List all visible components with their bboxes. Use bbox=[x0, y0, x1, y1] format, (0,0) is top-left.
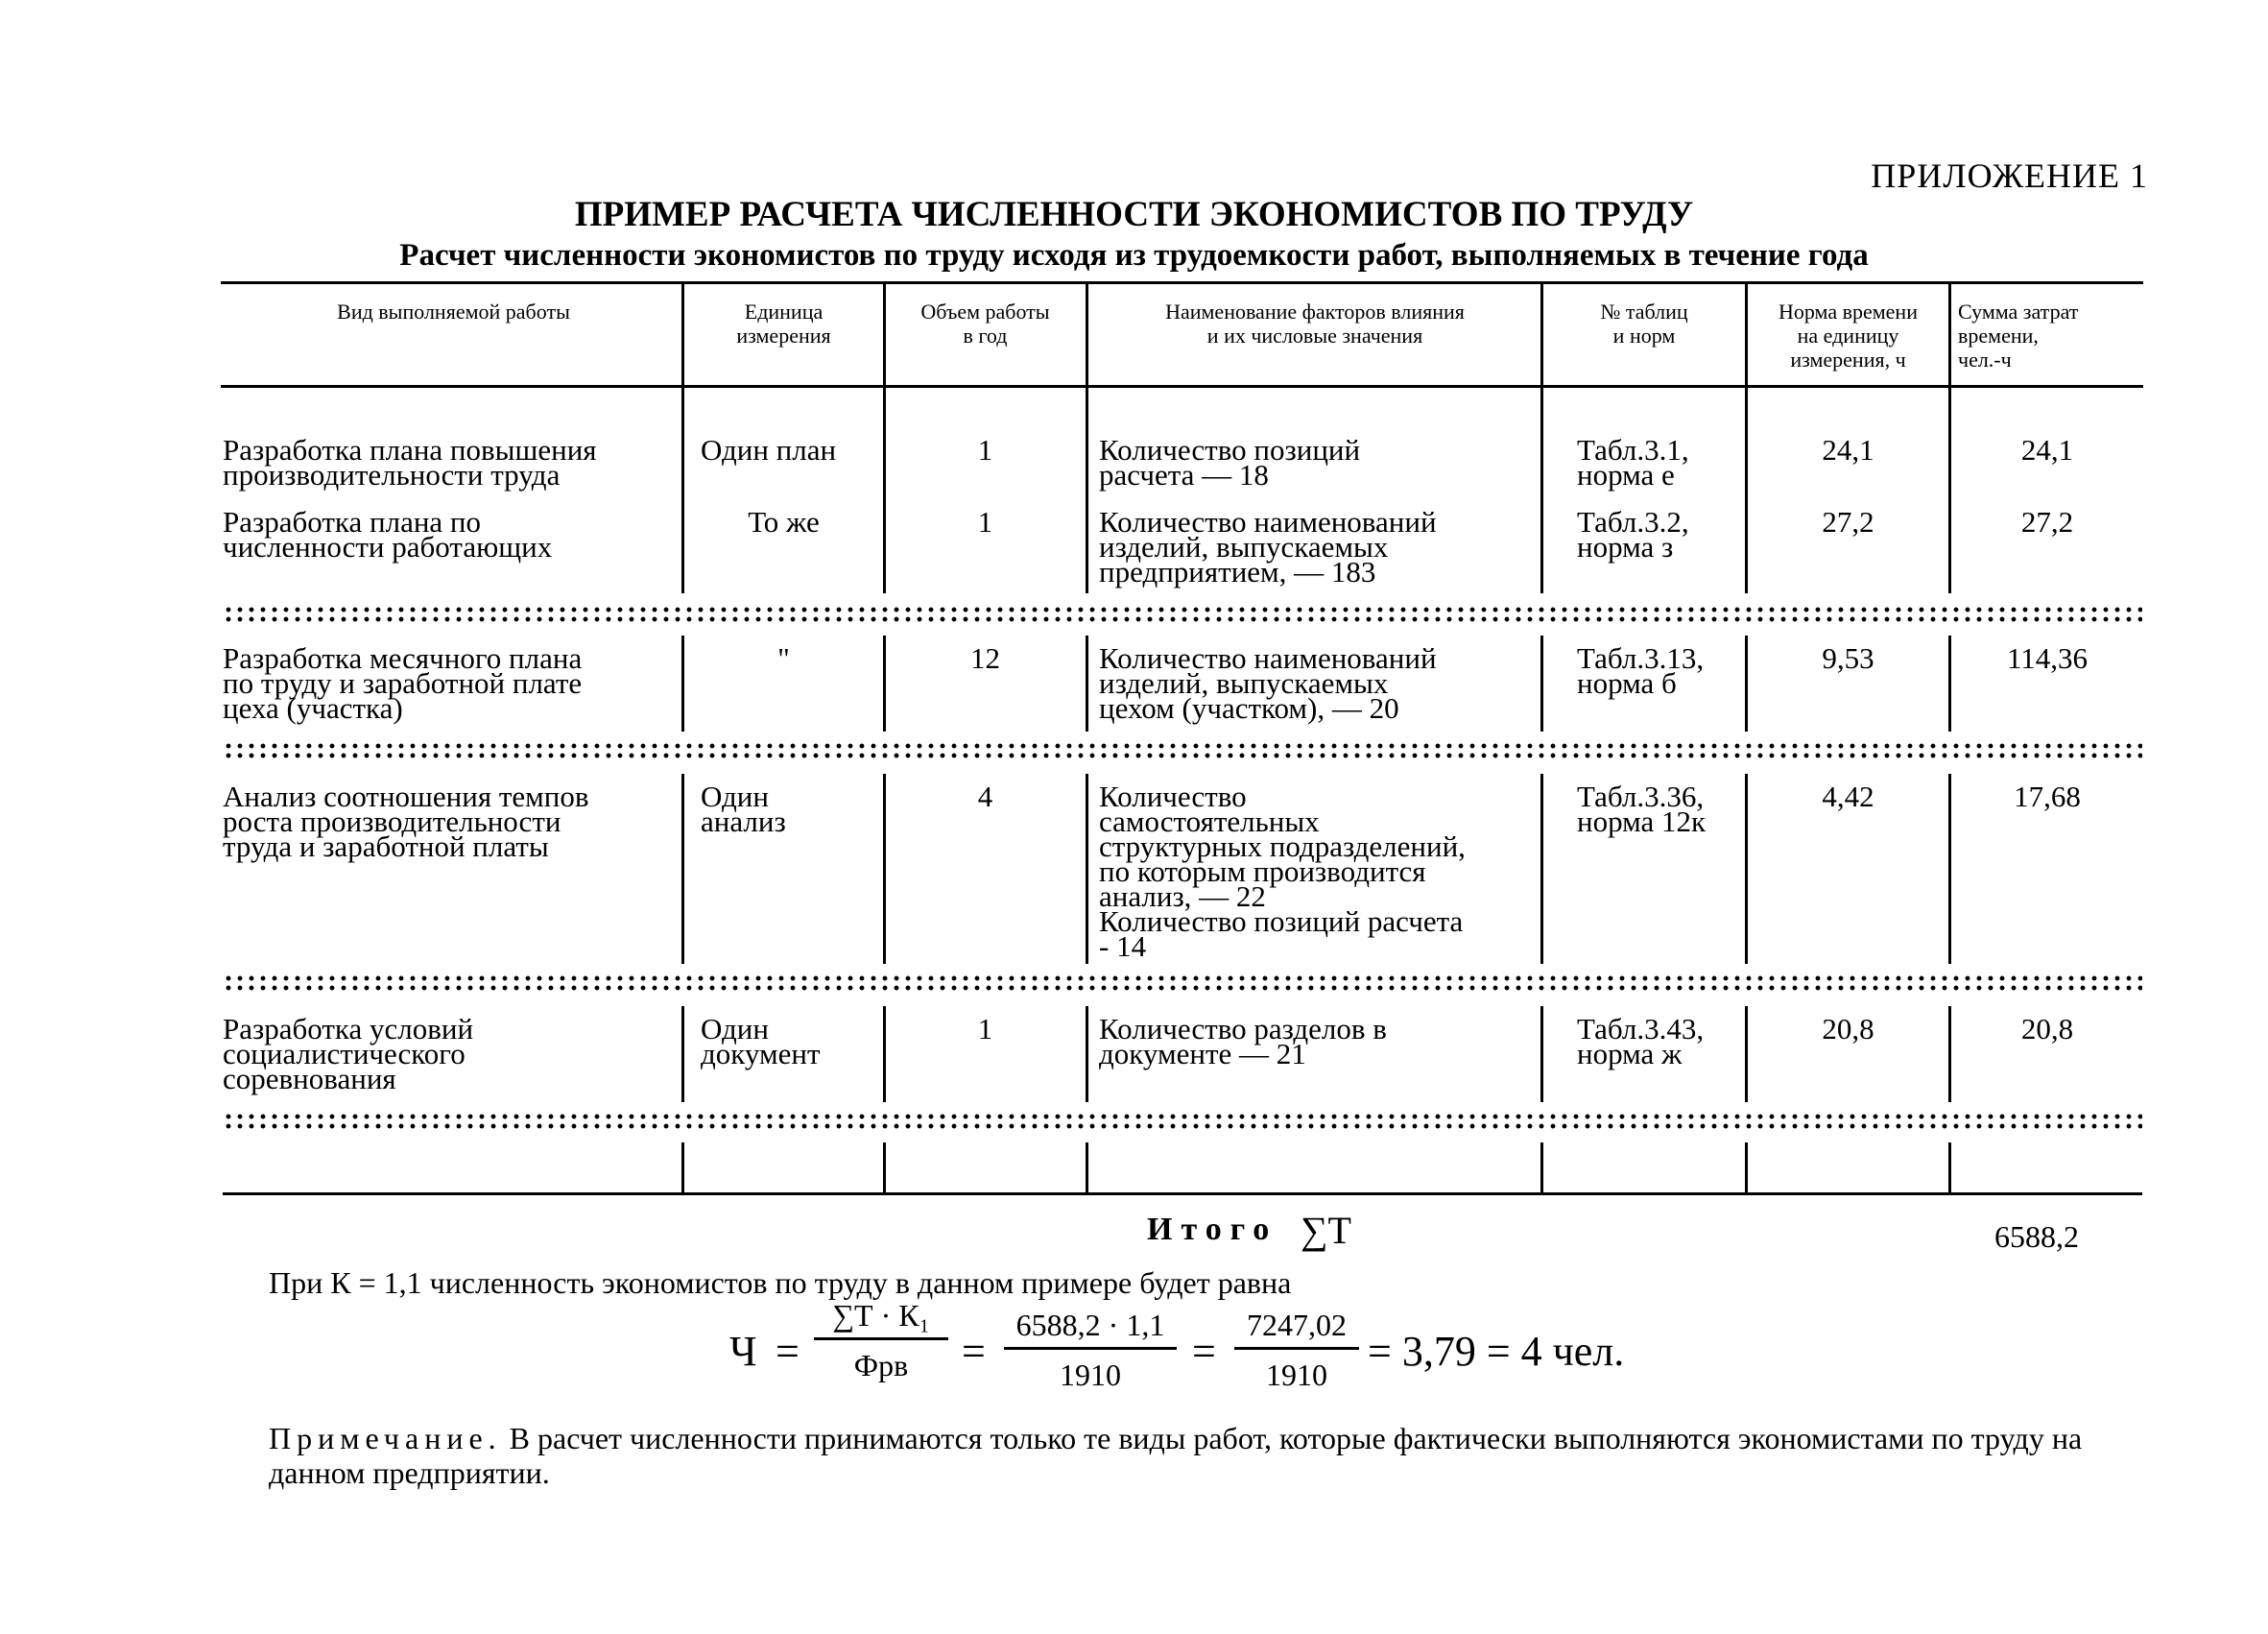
body-divider bbox=[1086, 387, 1088, 593]
cell-unit: " bbox=[777, 641, 790, 675]
cell-tables: Табл.3.36, норма 12к bbox=[1577, 780, 1707, 838]
cell-tables: Табл.3.13, норма б bbox=[1577, 641, 1705, 700]
body-divider bbox=[883, 636, 886, 732]
cell-work: Разработка условий социалистического соревнования bbox=[223, 1012, 474, 1095]
cell-factors: Количество позиций расчета — 18 bbox=[1099, 433, 1361, 492]
body-divider bbox=[1745, 1006, 1748, 1102]
total-label: Итого bbox=[1147, 1212, 1278, 1247]
cell-factors: Количество разделов в документе — 21 bbox=[1099, 1012, 1387, 1070]
header-divider bbox=[883, 283, 886, 387]
fraction-1-denominator: Фрв bbox=[853, 1348, 909, 1382]
cell-norm: 20,8 bbox=[1822, 1012, 1874, 1045]
header-divider bbox=[1540, 283, 1543, 387]
header-sum: Сумма затрат времени, чел.-ч bbox=[1958, 300, 2079, 372]
body-divider bbox=[1086, 774, 1088, 964]
cell-sum: 24,1 bbox=[2020, 433, 2074, 467]
body-divider bbox=[883, 387, 886, 593]
equals-sign: = bbox=[1192, 1328, 1216, 1375]
ellipsis-dots bbox=[223, 973, 2142, 993]
cell-sum: 17,68 bbox=[2014, 780, 2081, 813]
body-divider bbox=[1745, 636, 1748, 732]
formula-result: = 3,79 = 4 чел. bbox=[1368, 1328, 1625, 1375]
fraction-3-denominator: 1910 bbox=[1266, 1358, 1327, 1392]
header-divider bbox=[1948, 283, 1951, 387]
body-divider bbox=[1086, 1006, 1088, 1102]
header-factors: Наименование факторов влияния и их числовые значения bbox=[1165, 300, 1465, 348]
body-divider bbox=[883, 1006, 886, 1102]
cell-norm: 9,53 bbox=[1822, 641, 1874, 675]
cell-factors: Количество самостоятельных структурных подразделений, по которым производится анализ, — 22 Количество позиций расчета - 14 bbox=[1099, 780, 1466, 963]
equals-sign: = bbox=[962, 1328, 986, 1375]
cell-unit: То же bbox=[748, 505, 820, 539]
cell-sum: 27,2 bbox=[2020, 505, 2074, 539]
body-divider bbox=[1540, 387, 1543, 593]
equals-sign: = bbox=[776, 1328, 800, 1375]
body-divider bbox=[1745, 387, 1748, 593]
body-divider bbox=[1540, 636, 1543, 732]
body-divider bbox=[681, 387, 684, 593]
fraction-3 bbox=[1234, 1308, 1359, 1393]
cell-work: Разработка плана повышения производительности труда bbox=[223, 433, 597, 492]
header-volume: Объем работы в год bbox=[920, 300, 1050, 348]
table-bottom-rule bbox=[223, 1192, 2142, 1195]
note-paragraph bbox=[269, 1421, 2150, 1490]
fraction-1 bbox=[814, 1298, 948, 1383]
note-text: В расчет численности принимаются только те виды работ, которые фактически выполняются экономистами по труду на данном предприятии. bbox=[269, 1421, 2083, 1490]
body-divider bbox=[1745, 774, 1748, 964]
cell-tables: Табл.3.43, норма ж bbox=[1577, 1012, 1705, 1070]
cell-tables: Табл.3.1, норма е bbox=[1577, 433, 1689, 492]
cell-tables: Табл.3.2, норма з bbox=[1577, 505, 1689, 564]
cell-volume: 1 bbox=[977, 1012, 993, 1045]
body-divider bbox=[1745, 1142, 1748, 1194]
cell-volume: 1 bbox=[977, 433, 993, 467]
body-divider bbox=[883, 774, 886, 964]
document-subtitle: Расчет численности экономистов по труду исходя из трудоемкости работ, выполняемых в течение года bbox=[399, 238, 1869, 273]
body-divider bbox=[883, 1142, 886, 1194]
ellipsis-dots bbox=[223, 1112, 2142, 1131]
header-tables: № таблиц и норм bbox=[1600, 300, 1688, 348]
cell-work: Разработка месячного плана по труду и заработной плате цеха (участка) bbox=[223, 641, 583, 725]
body-divider bbox=[681, 774, 684, 964]
body-divider bbox=[1540, 1006, 1543, 1102]
sum-symbol: ∑Т bbox=[1301, 1209, 1351, 1252]
header-divider bbox=[1745, 283, 1748, 387]
header-unit: Единица измерения bbox=[736, 300, 831, 348]
cell-unit: Один документ bbox=[701, 1012, 821, 1070]
table-top-rule bbox=[221, 281, 2143, 284]
body-divider bbox=[1540, 1142, 1543, 1194]
body-divider bbox=[1948, 774, 1951, 964]
fraction-2-denominator: 1910 bbox=[1060, 1358, 1121, 1392]
cell-volume: 12 bbox=[970, 641, 1000, 675]
body-divider bbox=[681, 1142, 684, 1194]
body-divider bbox=[1948, 636, 1951, 732]
body-divider bbox=[1948, 1142, 1951, 1194]
cell-work: Анализ соотношения темпов роста производительности труда и заработной платы bbox=[223, 780, 589, 863]
fraction-1-numerator: ∑Т · К₁ bbox=[832, 1298, 930, 1333]
fraction-3-numerator: 7247,02 bbox=[1247, 1308, 1347, 1342]
cell-volume: 1 bbox=[977, 505, 993, 539]
body-divider bbox=[681, 1006, 684, 1102]
note-label: Примечание. bbox=[269, 1421, 502, 1455]
cell-sum: 20,8 bbox=[2020, 1012, 2074, 1045]
header-divider bbox=[681, 283, 684, 387]
total-value: 6588,2 bbox=[1994, 1219, 2079, 1254]
header-divider bbox=[1086, 283, 1088, 387]
cell-volume: 4 bbox=[977, 780, 993, 813]
formula-intro: При К = 1,1 численность экономистов по труду в данном примере будет равна bbox=[269, 1265, 1292, 1300]
ellipsis-dots bbox=[223, 741, 2142, 760]
appendix-label: ПРИЛОЖЕНИЕ 1 bbox=[1871, 156, 2148, 195]
header-norm: Норма времени на единицу измерения, ч bbox=[1779, 300, 1918, 372]
formula-lhs: Ч bbox=[729, 1328, 757, 1375]
body-divider bbox=[1086, 636, 1088, 732]
cell-work: Разработка плана по численности работающих bbox=[223, 505, 553, 564]
cell-norm: 27,2 bbox=[1822, 505, 1874, 539]
cell-factors: Количество наименований изделий, выпускаемых предприятием, — 183 bbox=[1099, 505, 1437, 589]
ellipsis-dots bbox=[223, 605, 2142, 624]
body-divider bbox=[1948, 1006, 1951, 1102]
header-work-type: Вид выполняемой работы bbox=[337, 300, 570, 324]
body-divider bbox=[1086, 1142, 1088, 1194]
cell-factors: Количество наименований изделий, выпускаемых цехом (участком), — 20 bbox=[1099, 641, 1437, 725]
cell-norm: 4,42 bbox=[1822, 780, 1874, 813]
fraction-2-numerator: 6588,2 · 1,1 bbox=[1015, 1308, 1165, 1342]
cell-sum: 114,36 bbox=[2006, 641, 2089, 675]
document-title: ПРИМЕР РАСЧЕТА ЧИСЛЕННОСТИ ЭКОНОМИСТОВ ПО ТРУДУ bbox=[574, 195, 1694, 234]
body-divider bbox=[1540, 774, 1543, 964]
body-divider bbox=[1948, 387, 1951, 593]
cell-norm: 24,1 bbox=[1822, 433, 1874, 467]
cell-unit: Один анализ bbox=[701, 780, 786, 838]
body-divider bbox=[681, 636, 684, 732]
table-header-rule bbox=[221, 385, 2143, 388]
fraction-2 bbox=[1004, 1308, 1177, 1393]
cell-unit: Один план bbox=[701, 433, 837, 467]
